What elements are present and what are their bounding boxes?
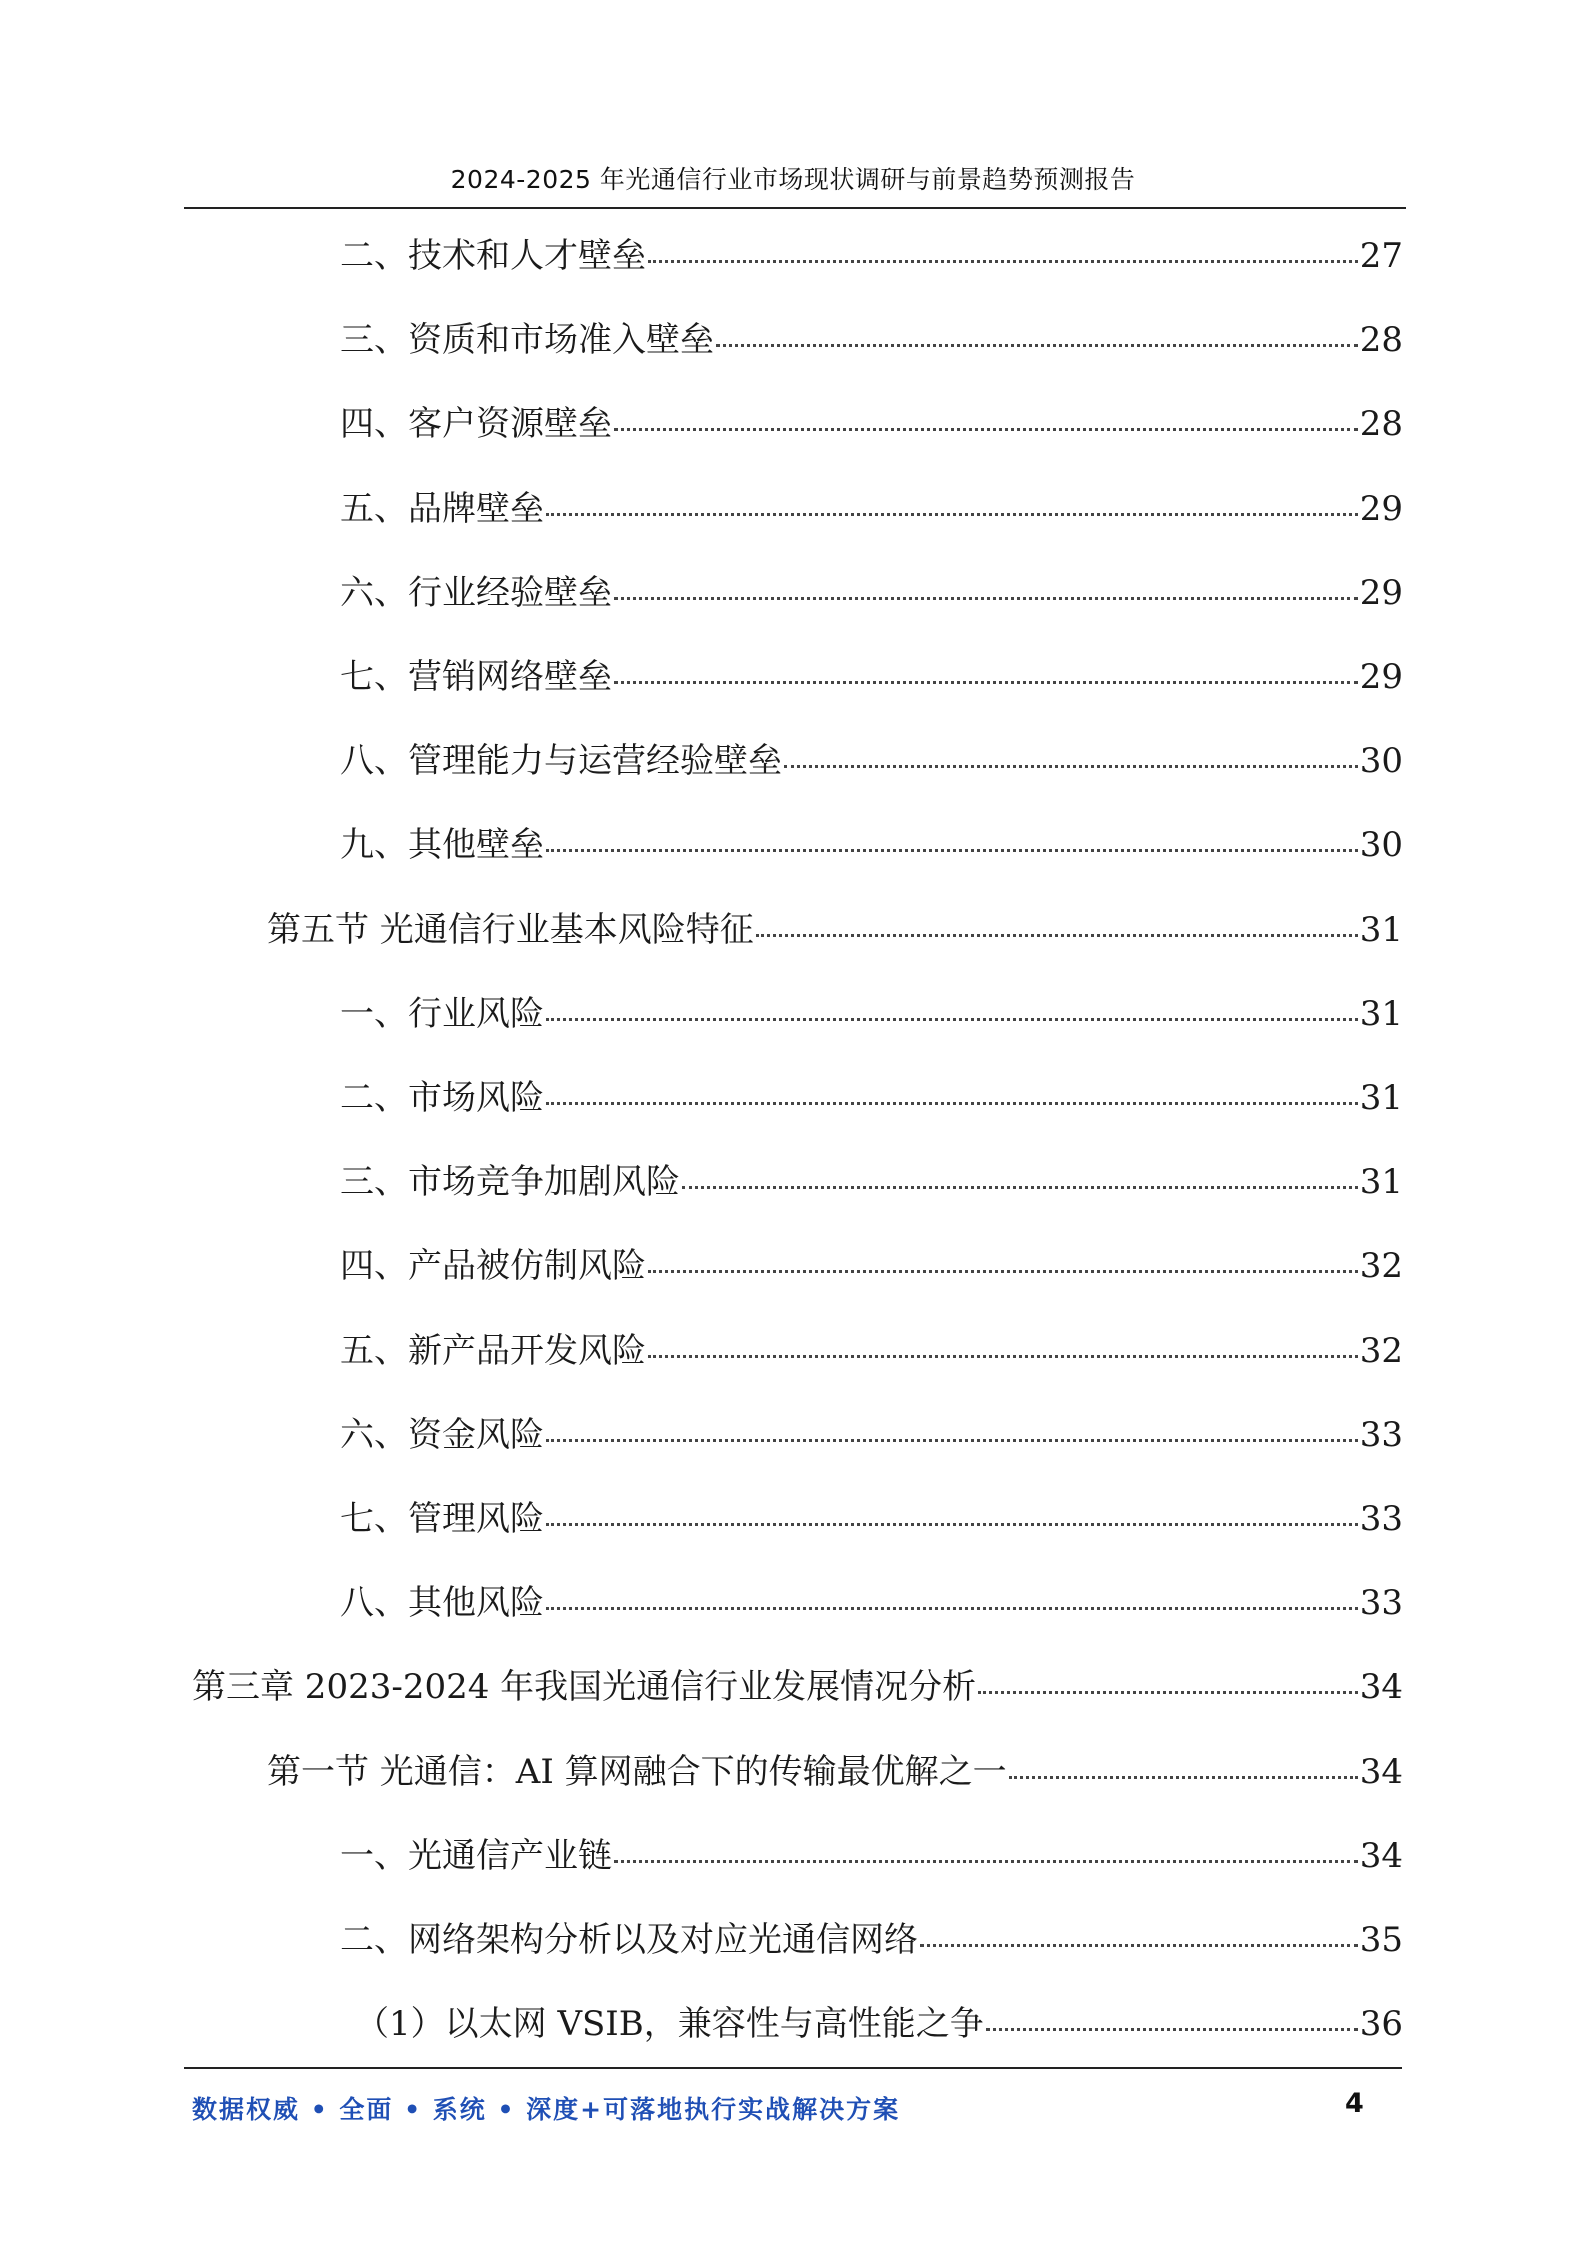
footer-slogan: 数据权威 • 全面 • 系统 • 深度+可落地执行实战解决方案 — [192, 2095, 901, 2124]
toc-entry-page: 34 — [1359, 1667, 1403, 1707]
toc-entry[interactable] — [340, 1581, 1403, 1625]
toc-entry-label: 第三章 2023-2024 年我国光通信行业发展情况分析 — [192, 1667, 977, 1707]
toc-entry-page: 33 — [1359, 1499, 1403, 1539]
toc-entry-page: 27 — [1359, 236, 1403, 276]
page-number: 4 — [1345, 2088, 1364, 2119]
toc-dot-leader — [546, 483, 1358, 516]
toc-entry[interactable] — [340, 571, 1403, 615]
toc-entry[interactable] — [340, 1834, 1403, 1878]
toc-entry-page: 34 — [1359, 1836, 1403, 1876]
toc-dot-leader — [682, 1156, 1358, 1189]
toc-entry-label: 一、行业风险 — [340, 994, 544, 1034]
toc-entry-page: 34 — [1359, 1752, 1403, 1792]
toc-entry-label: 二、技术和人才壁垒 — [340, 236, 646, 276]
toc-entry-page: 28 — [1359, 320, 1403, 360]
toc-entry[interactable] — [340, 992, 1403, 1036]
toc-entry[interactable] — [340, 402, 1403, 446]
toc-dot-leader — [614, 1830, 1358, 1863]
toc-entry[interactable] — [355, 2002, 1403, 2046]
toc-entry-page: 30 — [1359, 825, 1403, 865]
toc-dot-leader — [546, 1072, 1358, 1105]
toc-entry-label: 七、管理风险 — [340, 1499, 544, 1539]
toc-entry-label: 六、资金风险 — [340, 1415, 544, 1455]
toc-dot-leader — [716, 314, 1358, 347]
toc-entry-page: 35 — [1359, 1920, 1403, 1960]
toc-entry-page: 31 — [1359, 1078, 1403, 1118]
toc-entry-label: 八、管理能力与运营经验壁垒 — [340, 741, 782, 781]
toc-dot-leader — [1009, 1746, 1358, 1779]
toc-entry-label: 四、产品被仿制风险 — [340, 1246, 646, 1286]
toc-entry[interactable] — [340, 1497, 1403, 1541]
toc-entry-page: 28 — [1359, 404, 1403, 444]
toc-entry-page: 29 — [1359, 489, 1403, 529]
toc-entry[interactable] — [340, 318, 1403, 362]
toc-entry-label: 八、其他风险 — [340, 1583, 544, 1623]
header-divider — [184, 207, 1406, 209]
toc-dot-leader — [546, 1409, 1358, 1442]
toc-entry-label: 三、资质和市场准入壁垒 — [340, 320, 714, 360]
toc-entry[interactable] — [340, 823, 1403, 867]
toc-entry-page: 30 — [1359, 741, 1403, 781]
toc-entry[interactable] — [340, 234, 1403, 278]
toc-entry-label: 六、行业经验壁垒 — [340, 573, 612, 613]
toc-entry[interactable] — [340, 1918, 1403, 1962]
toc-entry-label: 三、市场竞争加剧风险 — [340, 1162, 680, 1202]
toc-entry[interactable] — [340, 1244, 1403, 1288]
header-title: 2024-2025 年光通信行业市场现状调研与前景趋势预测报告 — [450, 165, 1136, 194]
toc-entry[interactable] — [340, 487, 1403, 531]
toc-dot-leader — [546, 1493, 1358, 1526]
toc-entry-label: 一、光通信产业链 — [340, 1836, 612, 1876]
toc-dot-leader — [978, 1661, 1358, 1694]
toc-entry-label: 二、网络架构分析以及对应光通信网络 — [340, 1920, 918, 1960]
toc-entry[interactable] — [340, 1160, 1403, 1204]
toc-entry[interactable] — [192, 1665, 1403, 1709]
toc-entry-page: 31 — [1359, 994, 1403, 1034]
toc-entry[interactable] — [267, 1750, 1403, 1794]
footer-divider — [184, 2067, 1402, 2069]
toc-entry-page: 32 — [1359, 1246, 1403, 1286]
toc-entry-label: 七、营销网络壁垒 — [340, 657, 612, 697]
toc-dot-leader — [546, 819, 1358, 852]
toc-entry-label: 五、新产品开发风险 — [340, 1331, 646, 1371]
toc-dot-leader — [986, 1998, 1358, 2031]
toc-entry[interactable] — [340, 655, 1403, 699]
toc-entry-page: 31 — [1359, 1162, 1403, 1202]
toc-entry-label: 九、其他壁垒 — [340, 825, 544, 865]
toc-entry-page: 36 — [1359, 2004, 1403, 2044]
toc-entry-page: 33 — [1359, 1583, 1403, 1623]
toc-entry-label: 四、客户资源壁垒 — [340, 404, 612, 444]
toc-entry-label: 第一节 光通信：AI 算网融合下的传输最优解之一 — [267, 1752, 1007, 1792]
toc-dot-leader — [648, 1325, 1358, 1358]
toc-dot-leader — [784, 735, 1358, 768]
toc-dot-leader — [614, 398, 1358, 431]
toc-entry[interactable] — [340, 1413, 1403, 1457]
toc-dot-leader — [648, 230, 1358, 263]
toc-entry-label: 第五节 光通信行业基本风险特征 — [267, 910, 754, 950]
toc-entry[interactable] — [340, 1076, 1403, 1120]
toc-entry-page: 29 — [1359, 573, 1403, 613]
toc-dot-leader — [546, 1577, 1358, 1610]
toc-entry-page: 33 — [1359, 1415, 1403, 1455]
toc-entry[interactable] — [340, 739, 1403, 783]
toc-entry-page: 29 — [1359, 657, 1403, 697]
toc-entry-label: 二、市场风险 — [340, 1078, 544, 1118]
toc-entry[interactable] — [267, 908, 1403, 952]
toc-dot-leader — [546, 988, 1358, 1021]
toc-entry-label: （1）以太网 VSIB，兼容性与高性能之争 — [355, 2004, 984, 2044]
toc-dot-leader — [648, 1240, 1358, 1273]
toc-entry[interactable] — [340, 1329, 1403, 1373]
toc-dot-leader — [614, 567, 1358, 600]
toc-dot-leader — [756, 904, 1358, 937]
toc-entry-page: 31 — [1359, 910, 1403, 950]
toc-entry-page: 32 — [1359, 1331, 1403, 1371]
toc-dot-leader — [614, 651, 1358, 684]
toc-entry-label: 五、品牌壁垒 — [340, 489, 544, 529]
toc-dot-leader — [920, 1914, 1358, 1947]
